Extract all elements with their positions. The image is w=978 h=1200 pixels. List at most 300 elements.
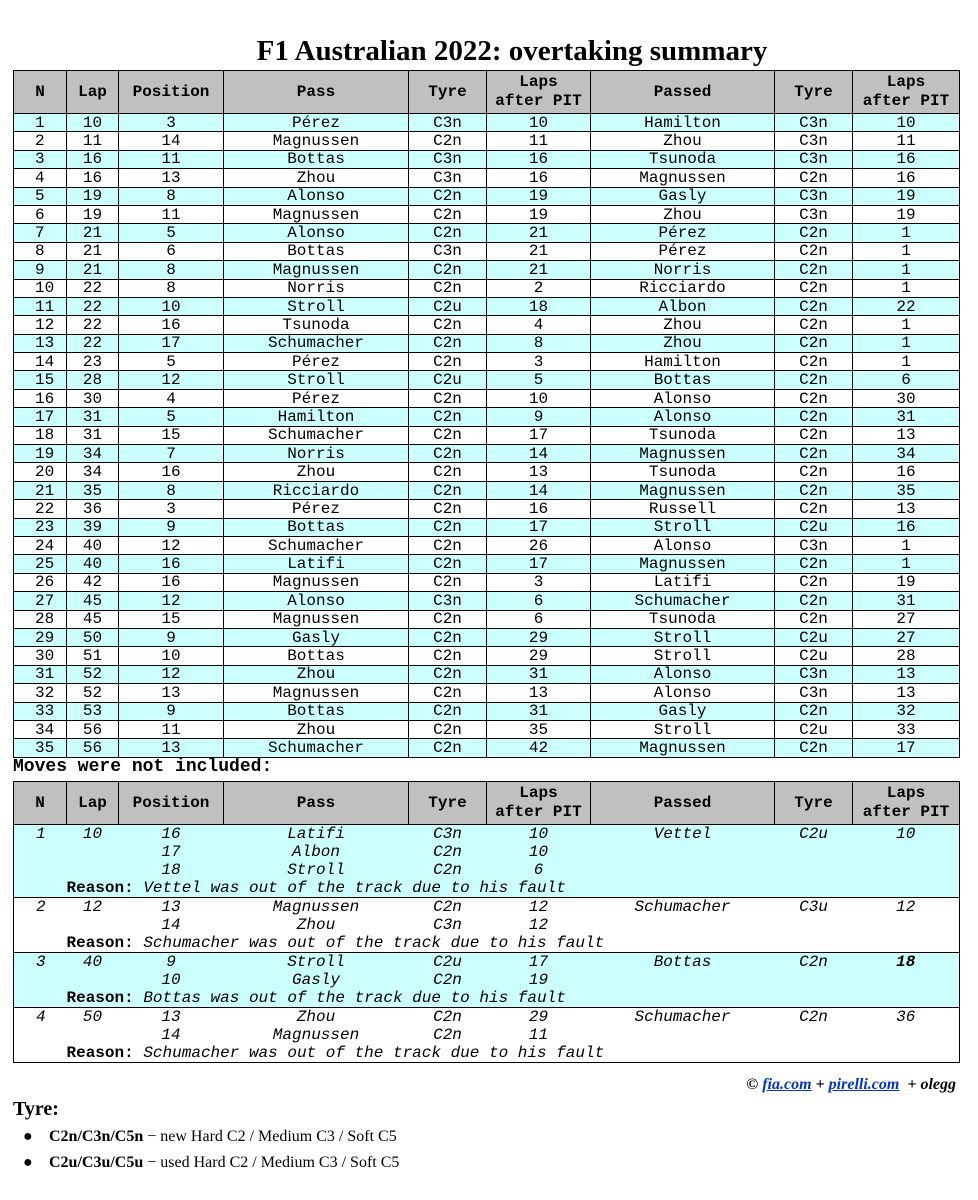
n-cell: 9 — [14, 261, 67, 279]
n-cell: 7 — [14, 224, 67, 242]
n-cell: 2 — [14, 898, 67, 917]
tyre-cell: C2u — [409, 953, 487, 972]
tyre-passed-cell: C2n — [775, 592, 853, 610]
position-cell: 17 — [119, 334, 224, 352]
col-passed: Passed — [591, 71, 775, 114]
position-cell: 13 — [119, 684, 224, 702]
position-cell: 13 — [119, 739, 224, 757]
tyre-cell: C2n — [409, 628, 487, 646]
laps-after-pit-cell: 21 — [487, 261, 591, 279]
pass-cell: Albon — [224, 843, 409, 861]
table-row — [14, 316, 960, 334]
laps-after-pit-passed-cell: 13 — [853, 684, 960, 702]
table-row — [14, 426, 960, 444]
position-cell: 15 — [119, 610, 224, 628]
table-row — [14, 463, 960, 481]
laps-after-pit-cell: 29 — [487, 628, 591, 646]
tyre-cell: C3n — [409, 242, 487, 260]
passed-cell: Stroll — [591, 720, 775, 738]
col-laps-after-pit-passed: Laps after PIT — [853, 71, 960, 114]
passed-cell — [591, 861, 775, 879]
tyre-passed-cell: C2n — [775, 426, 853, 444]
col-tyre-passed: Tyre — [775, 71, 853, 114]
lap-cell: 34 — [67, 463, 119, 481]
laps-after-pit-cell: 26 — [487, 536, 591, 554]
pass-cell: Zhou — [224, 720, 409, 738]
laps-after-pit-passed-cell: 31 — [853, 408, 960, 426]
passed-cell — [591, 971, 775, 989]
position-cell: 9 — [119, 953, 224, 972]
passed-cell: Zhou — [591, 334, 775, 352]
reason-text: Schumacher was out of the track due to his fault — [143, 934, 605, 952]
table-row — [14, 628, 960, 646]
tyre-passed-cell: C2n — [775, 224, 853, 242]
position-cell: 9 — [119, 702, 224, 720]
passed-cell: Gasly — [591, 187, 775, 205]
n-cell: 18 — [14, 426, 67, 444]
position-cell: 4 — [119, 389, 224, 407]
table-row — [14, 481, 960, 499]
reason-row — [14, 934, 960, 953]
passed-cell: Alonso — [591, 684, 775, 702]
col-n: N — [14, 782, 67, 825]
table-row — [14, 720, 960, 738]
laps-after-pit-passed-cell: 27 — [853, 610, 960, 628]
tyre-passed-cell: C2n — [775, 445, 853, 463]
tyre-cell: C2n — [409, 316, 487, 334]
pass-cell: Alonso — [224, 592, 409, 610]
pass-cell: Alonso — [224, 224, 409, 242]
laps-after-pit-cell: 3 — [487, 353, 591, 371]
lap-cell: 56 — [67, 739, 119, 757]
tyre-cell: C2n — [409, 1008, 487, 1027]
pass-cell: Zhou — [224, 463, 409, 481]
tyre-cell: C2n — [409, 647, 487, 665]
pass-cell: Pérez — [224, 389, 409, 407]
laps-after-pit-passed-cell — [853, 916, 960, 934]
tyre-passed-cell: C3n — [775, 114, 853, 132]
position-cell: 3 — [119, 114, 224, 132]
position-cell: 6 — [119, 242, 224, 260]
n-cell: 13 — [14, 334, 67, 352]
n-cell: 4 — [14, 1008, 67, 1027]
col-tyre-passed: Tyre — [775, 782, 853, 825]
passed-cell: Magnussen — [591, 169, 775, 187]
position-cell: 13 — [119, 898, 224, 917]
passed-cell: Stroll — [591, 628, 775, 646]
table-row — [14, 573, 960, 591]
reason-cell — [67, 934, 960, 953]
laps-after-pit-cell: 13 — [487, 684, 591, 702]
lap-cell: 21 — [67, 224, 119, 242]
laps-after-pit-passed-cell: 17 — [853, 739, 960, 757]
tyre-passed-cell: C2n — [775, 463, 853, 481]
reason-row — [14, 989, 960, 1008]
laps-after-pit-cell: 17 — [487, 426, 591, 444]
lap-cell: 10 — [67, 825, 119, 844]
passed-cell: Bottas — [591, 371, 775, 389]
pass-cell: Pérez — [224, 353, 409, 371]
passed-cell: Albon — [591, 297, 775, 315]
n-cell: 14 — [14, 353, 67, 371]
pass-cell: Stroll — [224, 371, 409, 389]
n-cell: 1 — [14, 825, 67, 844]
lap-cell: 19 — [67, 205, 119, 223]
n-cell: 33 — [14, 702, 67, 720]
laps-after-pit-passed-cell: 31 — [853, 592, 960, 610]
tyre-passed-cell: C2n — [775, 389, 853, 407]
position-cell: 3 — [119, 500, 224, 518]
n-cell: 20 — [14, 463, 67, 481]
n-cell: 19 — [14, 445, 67, 463]
table-row — [14, 825, 960, 844]
table-row — [14, 555, 960, 573]
laps-after-pit-cell: 21 — [487, 224, 591, 242]
lap-cell: 53 — [67, 702, 119, 720]
laps-after-pit-passed-cell: 18 — [853, 953, 960, 972]
position-cell: 8 — [119, 261, 224, 279]
tyre-cell: C2n — [409, 702, 487, 720]
col-tyre: Tyre — [409, 782, 487, 825]
n-cell: 10 — [14, 279, 67, 297]
pass-cell: Latifi — [224, 555, 409, 573]
laps-after-pit-cell: 42 — [487, 739, 591, 757]
table-row — [14, 261, 960, 279]
tyre-cell: C2n — [409, 445, 487, 463]
reason-key: Reason: — [66, 879, 134, 897]
lap-cell: 45 — [67, 610, 119, 628]
laps-after-pit-cell: 10 — [487, 825, 591, 844]
col-tyre: Tyre — [409, 71, 487, 114]
tyre-cell: C3n — [409, 592, 487, 610]
lap-cell: 36 — [67, 500, 119, 518]
table-row — [14, 536, 960, 554]
table-header-row — [14, 71, 960, 114]
reason-text: Vettel was out of the track due to his fault — [143, 879, 566, 897]
tyre-legend-item: ● C2n/C3n/C5n − new Hard C2 / Medium C3 / Soft C5 — [15, 1128, 397, 1145]
tyre-passed-cell: C2u — [775, 825, 853, 844]
laps-after-pit-cell: 31 — [487, 702, 591, 720]
laps-after-pit-passed-cell: 1 — [853, 334, 960, 352]
tyre-cell: C2n — [409, 353, 487, 371]
pass-cell: Zhou — [224, 916, 409, 934]
pass-cell: Schumacher — [224, 426, 409, 444]
tyre-legend-item: ● C2u/C3u/C5u − used Hard C2 / Medium C3 / Soft C5 — [15, 1154, 400, 1171]
tyre-passed-cell: C2n — [775, 371, 853, 389]
tyre-cell: C3n — [409, 114, 487, 132]
n-cell: 29 — [14, 628, 67, 646]
col-position: Position — [119, 71, 224, 114]
tyre-passed-cell: C2n — [775, 500, 853, 518]
pass-cell: Stroll — [224, 953, 409, 972]
table-row — [14, 114, 960, 132]
position-cell: 8 — [119, 279, 224, 297]
laps-after-pit-passed-cell: 13 — [853, 500, 960, 518]
pass-cell: Bottas — [224, 242, 409, 260]
tyre-passed-cell: C2u — [775, 628, 853, 646]
laps-after-pit-cell: 14 — [487, 445, 591, 463]
tyre-passed-cell: C2n — [775, 702, 853, 720]
pass-cell: Ricciardo — [224, 481, 409, 499]
tyre-passed-cell: C3n — [775, 187, 853, 205]
reason-key: Reason: — [66, 934, 134, 952]
pass-cell: Hamilton — [224, 408, 409, 426]
tyre-passed-cell: C2n — [775, 610, 853, 628]
pass-cell: Schumacher — [224, 334, 409, 352]
tyre-cell: C2n — [409, 720, 487, 738]
laps-after-pit-cell: 17 — [487, 555, 591, 573]
tyre-cell: C2n — [409, 843, 487, 861]
passed-cell: Stroll — [591, 647, 775, 665]
table-row — [14, 500, 960, 518]
position-cell: 16 — [119, 573, 224, 591]
passed-cell: Alonso — [591, 665, 775, 683]
n-cell: 3 — [14, 953, 67, 972]
reason-cell — [67, 879, 960, 898]
n-cell: 26 — [14, 573, 67, 591]
tyre-cell: C2n — [409, 861, 487, 879]
laps-after-pit-cell: 14 — [487, 481, 591, 499]
position-cell: 16 — [119, 316, 224, 334]
n-cell: 25 — [14, 555, 67, 573]
reason-row — [14, 879, 960, 898]
pass-cell: Bottas — [224, 518, 409, 536]
col-pass: Pass — [224, 782, 409, 825]
n-cell: 22 — [14, 500, 67, 518]
lap-cell: 52 — [67, 665, 119, 683]
table-row — [14, 389, 960, 407]
laps-after-pit-cell: 31 — [487, 665, 591, 683]
reason-key: Reason: — [66, 989, 134, 1007]
tyre-cell: C2n — [409, 132, 487, 150]
laps-after-pit-cell: 16 — [487, 150, 591, 168]
laps-after-pit-cell: 6 — [487, 861, 591, 879]
tyre-passed-cell: C2n — [775, 334, 853, 352]
pass-cell: Schumacher — [224, 739, 409, 757]
tyre-passed-cell — [775, 1026, 853, 1044]
laps-after-pit-passed-cell — [853, 861, 960, 879]
lap-cell: 45 — [67, 592, 119, 610]
bullet-icon: ● — [15, 1154, 33, 1171]
passed-cell: Magnussen — [591, 555, 775, 573]
tyre-cell: C2n — [409, 684, 487, 702]
table-row — [14, 169, 960, 187]
lap-cell: 34 — [67, 445, 119, 463]
position-cell: 10 — [119, 647, 224, 665]
laps-after-pit-passed-cell: 16 — [853, 463, 960, 481]
n-cell: 15 — [14, 371, 67, 389]
table-row — [14, 224, 960, 242]
n-cell: 12 — [14, 316, 67, 334]
passed-cell: Hamilton — [591, 114, 775, 132]
table-row — [14, 739, 960, 757]
fia-link[interactable]: fia.com — [762, 1076, 812, 1093]
position-cell: 10 — [119, 971, 224, 989]
n-cell: 35 — [14, 739, 67, 757]
laps-after-pit-cell: 21 — [487, 242, 591, 260]
pass-cell: Bottas — [224, 647, 409, 665]
lap-cell — [67, 861, 119, 879]
tyre-cell: C2n — [409, 739, 487, 757]
passed-cell: Vettel — [591, 825, 775, 844]
laps-after-pit-cell: 6 — [487, 610, 591, 628]
pirelli-link[interactable]: pirelli.com — [828, 1076, 900, 1093]
laps-after-pit-passed-cell: 12 — [853, 898, 960, 917]
tyre-cell: C2n — [409, 261, 487, 279]
laps-after-pit-cell: 2 — [487, 279, 591, 297]
tyre-passed-cell: C3n — [775, 132, 853, 150]
tyre-passed-cell: C2u — [775, 518, 853, 536]
reason-text: Schumacher was out of the track due to his fault — [143, 1044, 605, 1062]
n-cell: 11 — [14, 297, 67, 315]
passed-cell: Bottas — [591, 953, 775, 972]
lap-cell: 40 — [67, 536, 119, 554]
tyre-cell: C2n — [409, 481, 487, 499]
tyre-cell: C2n — [409, 536, 487, 554]
n-cell: 30 — [14, 647, 67, 665]
table-row — [14, 518, 960, 536]
laps-after-pit-passed-cell: 19 — [853, 187, 960, 205]
tyre-passed-cell: C3n — [775, 205, 853, 223]
lap-cell: 52 — [67, 684, 119, 702]
laps-after-pit-passed-cell: 13 — [853, 665, 960, 683]
passed-cell: Hamilton — [591, 353, 775, 371]
position-cell: 12 — [119, 665, 224, 683]
passed-cell: Russell — [591, 500, 775, 518]
pass-cell: Pérez — [224, 500, 409, 518]
reason-cell — [67, 1044, 960, 1063]
laps-after-pit-cell: 8 — [487, 334, 591, 352]
tyre-cell: C2n — [409, 408, 487, 426]
laps-after-pit-passed-cell: 16 — [853, 150, 960, 168]
laps-after-pit-passed-cell: 1 — [853, 536, 960, 554]
laps-after-pit-cell: 12 — [487, 916, 591, 934]
position-cell: 5 — [119, 408, 224, 426]
position-cell: 8 — [119, 481, 224, 499]
n-cell — [14, 861, 67, 879]
not-included-table — [13, 781, 960, 1063]
tyre-cell: C2n — [409, 971, 487, 989]
passed-cell: Alonso — [591, 536, 775, 554]
laps-after-pit-cell: 17 — [487, 953, 591, 972]
n-cell: 6 — [14, 205, 67, 223]
position-cell: 9 — [119, 518, 224, 536]
laps-after-pit-cell: 10 — [487, 389, 591, 407]
laps-after-pit-passed-cell — [853, 1026, 960, 1044]
tyre-cell: C2n — [409, 187, 487, 205]
table-row — [14, 953, 960, 972]
lap-cell: 16 — [67, 169, 119, 187]
passed-cell: Stroll — [591, 518, 775, 536]
position-cell: 14 — [119, 1026, 224, 1044]
table-row — [14, 187, 960, 205]
position-cell: 12 — [119, 592, 224, 610]
lap-cell: 42 — [67, 573, 119, 591]
table-row — [14, 132, 960, 150]
n-cell — [14, 989, 67, 1008]
col-pass: Pass — [224, 71, 409, 114]
laps-after-pit-cell: 19 — [487, 971, 591, 989]
passed-cell — [591, 1026, 775, 1044]
n-cell: 1 — [14, 114, 67, 132]
position-cell: 18 — [119, 861, 224, 879]
position-cell: 16 — [119, 825, 224, 844]
tyre-cell: C3n — [409, 825, 487, 844]
n-cell — [14, 971, 67, 989]
passed-cell: Tsunoda — [591, 150, 775, 168]
position-cell: 13 — [119, 169, 224, 187]
n-cell: 2 — [14, 132, 67, 150]
position-cell: 16 — [119, 555, 224, 573]
laps-after-pit-passed-cell: 16 — [853, 518, 960, 536]
table-row — [14, 702, 960, 720]
tyre-passed-cell: C2n — [775, 169, 853, 187]
tyre-cell: C2n — [409, 224, 487, 242]
table-row — [14, 971, 960, 989]
passed-cell: Gasly — [591, 702, 775, 720]
lap-cell: 28 — [67, 371, 119, 389]
laps-after-pit-cell: 35 — [487, 720, 591, 738]
table-row — [14, 916, 960, 934]
col-laps-after-pit-passed: Laps after PIT — [853, 782, 960, 825]
table-row — [14, 445, 960, 463]
n-cell: 17 — [14, 408, 67, 426]
pass-cell: Pérez — [224, 114, 409, 132]
overtaking-table — [13, 70, 960, 758]
col-n: N — [14, 71, 67, 114]
laps-after-pit-passed-cell: 30 — [853, 389, 960, 407]
laps-after-pit-passed-cell: 33 — [853, 720, 960, 738]
pass-cell: Magnussen — [224, 132, 409, 150]
passed-cell — [591, 916, 775, 934]
passed-cell: Schumacher — [591, 1008, 775, 1027]
n-cell: 3 — [14, 150, 67, 168]
n-cell — [14, 843, 67, 861]
tyre-cell: C2n — [409, 463, 487, 481]
pass-cell: Gasly — [224, 628, 409, 646]
tyre-passed-cell: C2n — [775, 316, 853, 334]
table-row — [14, 150, 960, 168]
laps-after-pit-passed-cell: 32 — [853, 702, 960, 720]
position-cell: 17 — [119, 843, 224, 861]
passed-cell: Pérez — [591, 224, 775, 242]
laps-after-pit-passed-cell: 13 — [853, 426, 960, 444]
reason-text: Bottas was out of the track due to his fault — [143, 989, 566, 1007]
page-title: F1 Australian 2022: overtaking summary — [256, 35, 768, 67]
laps-after-pit-passed-cell: 1 — [853, 279, 960, 297]
table-row — [14, 334, 960, 352]
passed-cell: Tsunoda — [591, 426, 775, 444]
tyre-passed-cell: C3n — [775, 665, 853, 683]
laps-after-pit-passed-cell: 11 — [853, 132, 960, 150]
laps-after-pit-cell: 12 — [487, 898, 591, 917]
reason-row — [14, 1044, 960, 1063]
position-cell: 8 — [119, 187, 224, 205]
position-cell: 11 — [119, 205, 224, 223]
tyre-passed-cell: C2n — [775, 555, 853, 573]
lap-cell: 31 — [67, 408, 119, 426]
passed-cell: Schumacher — [591, 592, 775, 610]
laps-after-pit-cell: 29 — [487, 1008, 591, 1027]
lap-cell: 50 — [67, 1008, 119, 1027]
laps-after-pit-cell: 16 — [487, 500, 591, 518]
tyre-passed-cell: C3n — [775, 536, 853, 554]
pass-cell: Zhou — [224, 1008, 409, 1027]
lap-cell: 19 — [67, 187, 119, 205]
passed-cell: Schumacher — [591, 898, 775, 917]
laps-after-pit-cell: 11 — [487, 132, 591, 150]
laps-after-pit-cell: 10 — [487, 843, 591, 861]
